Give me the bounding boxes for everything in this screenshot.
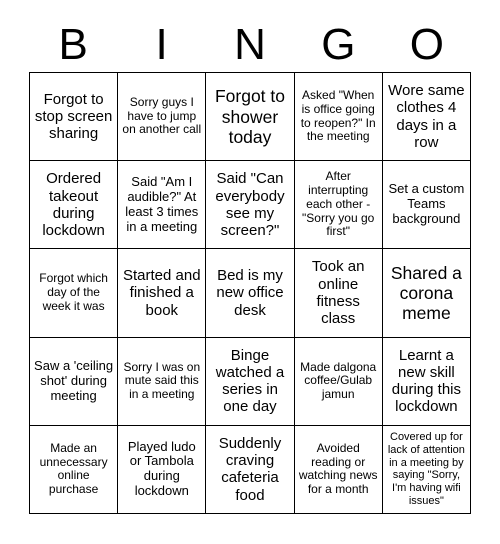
bingo-cell-r2c3[interactable]: Said "Can everybody see my screen?" <box>206 161 294 249</box>
bingo-cell-r1c5[interactable]: Wore same clothes 4 days in a row <box>383 73 471 161</box>
bingo-header <box>29 18 471 72</box>
bingo-grid <box>29 72 471 514</box>
bingo-cell-r5c3[interactable]: Suddenly craving cafeteria food <box>206 426 294 514</box>
header-letter-i: I <box>155 20 168 69</box>
header-letter-g: G <box>321 20 356 69</box>
bingo-cell-r4c5[interactable]: Learnt a new skill during this lockdown <box>383 338 471 426</box>
bingo-cell-r4c3[interactable]: Binge watched a series in one day <box>206 338 294 426</box>
bingo-cell-r5c2[interactable]: Played ludo or Tambola during lockdown <box>118 426 206 514</box>
bingo-cell-r2c2[interactable]: Said "Am I audible?" At least 3 times in a meeting <box>118 161 206 249</box>
bingo-cell-r3c5[interactable]: Shared a corona meme <box>383 249 471 337</box>
header-letter-o: O <box>409 20 444 69</box>
bingo-cell-r2c4[interactable]: After interrupting each other - "Sorry you go first" <box>295 161 383 249</box>
bingo-cell-r1c4[interactable]: Asked "When is office going to reopen?" In the meeting <box>295 73 383 161</box>
bingo-cell-r4c2[interactable]: Sorry I was on mute said this in a meeting <box>118 338 206 426</box>
bingo-cell-r4c4[interactable]: Made dalgona coffee/Gulab jamun <box>295 338 383 426</box>
bingo-cell-r1c1[interactable]: Forgot to stop screen sharing <box>30 73 118 161</box>
bingo-cell-r3c2[interactable]: Started and finished a book <box>118 249 206 337</box>
bingo-cell-r5c1[interactable]: Made an unnecessary online purchase <box>30 426 118 514</box>
bingo-cell-r1c2[interactable]: Sorry guys I have to jump on another call <box>118 73 206 161</box>
header-letter-b: B <box>58 20 88 69</box>
bingo-cell-r4c1[interactable]: Saw a 'ceiling shot' during meeting <box>30 338 118 426</box>
bingo-cell-r3c3[interactable]: Bed is my new office desk <box>206 249 294 337</box>
bingo-cell-r3c1[interactable]: Forgot which day of the week it was <box>30 249 118 337</box>
bingo-cell-r5c4[interactable]: Avoided reading or watching news for a month <box>295 426 383 514</box>
bingo-cell-r3c4[interactable]: Took an online fitness class <box>295 249 383 337</box>
bingo-cell-r2c1[interactable]: Ordered takeout during lockdown <box>30 161 118 249</box>
bingo-cell-r1c3[interactable]: Forgot to shower today <box>206 73 294 161</box>
bingo-cell-r5c5[interactable]: Covered up for lack of attention in a meeting by saying "Sorry, I'm having wifi issues" <box>383 426 471 514</box>
header-letter-n: N <box>234 20 266 69</box>
bingo-cell-r2c5[interactable]: Set a custom Teams background <box>383 161 471 249</box>
